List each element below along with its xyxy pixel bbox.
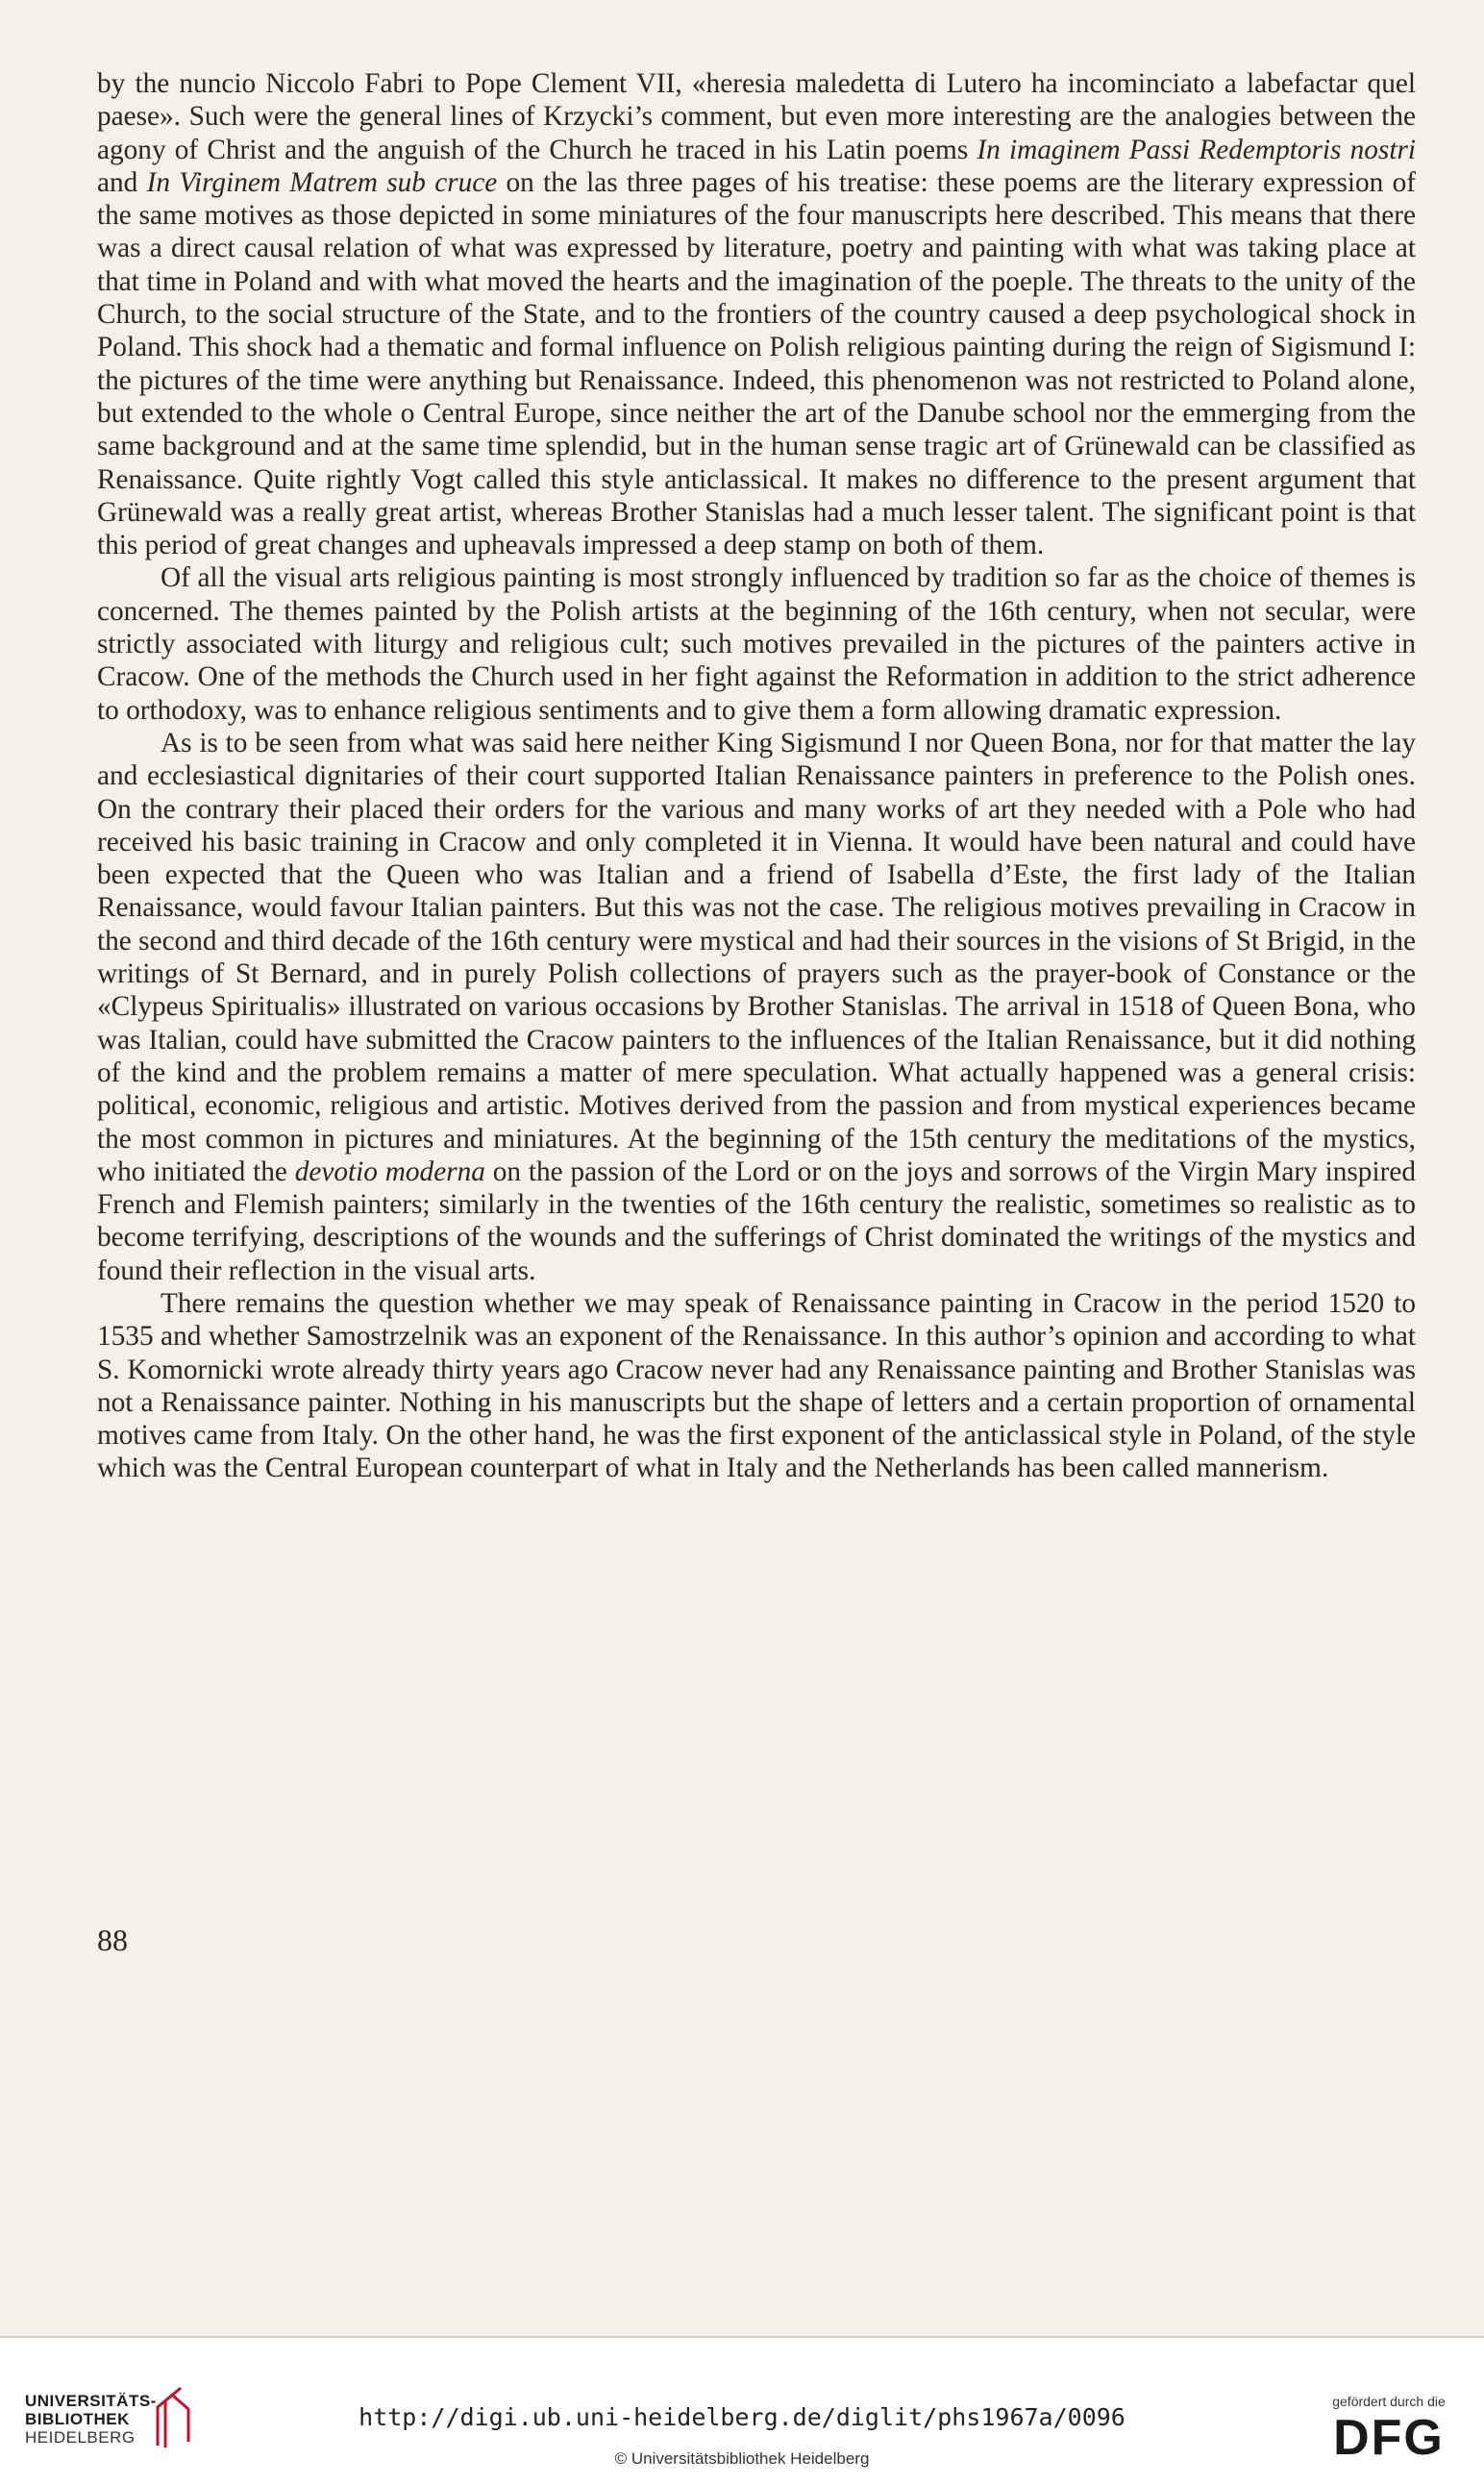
dfg-logo[interactable] [1317, 2394, 1461, 2466]
page-number: 88 [97, 1923, 128, 1957]
text-run: Of all the visual arts religious painting is most strongly influenced by tradition so far as the choice of themes is concerned. The themes painted by the Polish artists at the beginning of the 16th century, when not secular, were strictly associated with liturgy and religious cult; such motives prevailed in the pictures of the painters active in Cracow. One of the methods the Church used in her fight against the Reformation in addition to the strict adherence to orthodoxy, was to enhance religious sentiments and to give them a form allowing dramatic expression. [97, 562, 1416, 726]
library-name-line1: UNIVERSITÄTS- [25, 2392, 157, 2410]
library-name-line3: HEIDELBERG [25, 2428, 136, 2447]
text-run: and [97, 166, 147, 198]
permalink[interactable] [0, 2403, 1484, 2431]
library-name-line2: BIBLIOTHEK [25, 2410, 130, 2428]
digitization-footer [0, 2336, 1484, 2485]
copyright-notice: © Universitätsbibliothek Heidelberg [614, 2449, 870, 2468]
paragraph [97, 561, 1416, 726]
italic-title: In imaginem Passi Redemptoris nostri [977, 134, 1416, 165]
italic-title: devotio moderna [294, 1156, 485, 1187]
body-text [97, 67, 1416, 1485]
permalink-link[interactable]: http://digi.ub.uni-heidelberg.de/diglit/phs1967a/0096 [359, 2403, 1125, 2431]
text-run: There remains the question whether we may speak of Renaissance painting in Cracow in the period 1520 to 1535 and whether Samostrzelnik was an exponent of the Renaissance. In this author’s opinion and according to what S. Komornicki wrote already thirty years ago Cracow never had any Renaissance painting and Brother Stanislas was not a Renaissance painter. Nothing in his manuscripts but the shape of letters and a certain proportion of ornamental motives came from Italy. On the other hand, he was the first exponent of the anticlassical style in Poland, of the style which was the Central European counterpart of what in Italy and the Netherlands has been called mannerism. [97, 1287, 1416, 1484]
text-run: on the passion of the Lord or on the joys and sorrows of the Virgin Mary inspired French and Flemish painters; similarly in the twenties of the 16th century the realistic, sometimes so realistic as to become terrifying, descriptions of the wounds and the sufferings of Christ dominated the writings of the mystics and found their reflection in the visual arts. [97, 1156, 1416, 1286]
italic-title: In Virginem Matrem sub cruce [146, 166, 498, 198]
footer-divider [0, 2336, 1484, 2338]
text-run: on the las three pages of his treatise: these poems are the literary expression of the same motives as those depicted in some miniatures of the four manuscripts here described. This means that there was a direct causal relation of what was expressed by literature, poetry and painting with what was taking place at that time in Poland and with what moved the hearts and the imagination of the poeple. The threats to the unity of the Church, to the social structure of the State, and to the frontiers of the country caused a deep psychological shock in Poland. This shock had a thematic and formal influence on Polish religious painting during the reign of Sigismund I: the pictures of the time were anything but Renaissance. Indeed, this phenomenon was not restricted to Poland alone, but extended to the whole o Central Europe, since neither the art of the Danube school nor the emmerging from the same background and at the same time splendid, but in the human sense tragic art of Grünewald can be classified as Renaissance. Quite rightly Vogt called this style anticlassical. It makes no difference to the present argument that Grünewald was a really great artist, whereas Brother Stanislas had a much lesser talent. The significant point is that this period of great changes and upheavals impressed a deep stamp on both of them. [97, 166, 1416, 561]
paragraph [97, 67, 1416, 561]
text-run: by the nuncio Niccolo Fabri to Pope Clement VII, «heresia maledetta di Lutero ha incominciato a labefactar quel paese». Such were the general lines of Krzycki’s comment, but even more interesting are the analogies between the agony of Christ and the anguish of the Church he traced in his Latin poems [97, 68, 1416, 165]
sponsor-text: gefördert durch die [1332, 2394, 1446, 2409]
paragraph [97, 727, 1416, 1287]
paragraph [97, 1287, 1416, 1485]
dfg-mark: DFG [1333, 2410, 1445, 2466]
text-run: As is to be seen from what was said here neither King Sigismund I nor Queen Bona, nor for that matter the lay and ecclesiastical dignitaries of their court supported Italian Renaissance painters in preference to the Polish ones. On the contrary their placed their orders for the various and many works of art they needed with a Pole who had received his basic training in Cracow and only completed it in Vienna. It would have been natural and could have been expected that the Queen who was Italian and a friend of Isabella d’Este, the first lady of the Italian Renaissance, would favour Italian painters. But this was not the case. The religious motives prevailing in Cracow in the second and third decade of the 16th century were mystical and had their sources in the visions of St Brigid, in the writings of St Bernard, and in purely Polish collections of prayers such as the prayer-book of Constance or the «Clypeus Spiritualis» illustrated on various occasions by Brother Stanislas. The arrival in 1518 of Queen Bona, who was Italian, could have submitted the Cracow painters to the influences of the Italian Renaissance, but it did nothing of the kind and the problem remains a matter of mere speculation. What actually happened was a general crisis: political, economic, religious and artistic. Motives derived from the passion and from mystical experiences became the most common in pictures and miniatures. At the beginning of the 15th century the meditations of the mystics, who initiated the [97, 727, 1416, 1187]
